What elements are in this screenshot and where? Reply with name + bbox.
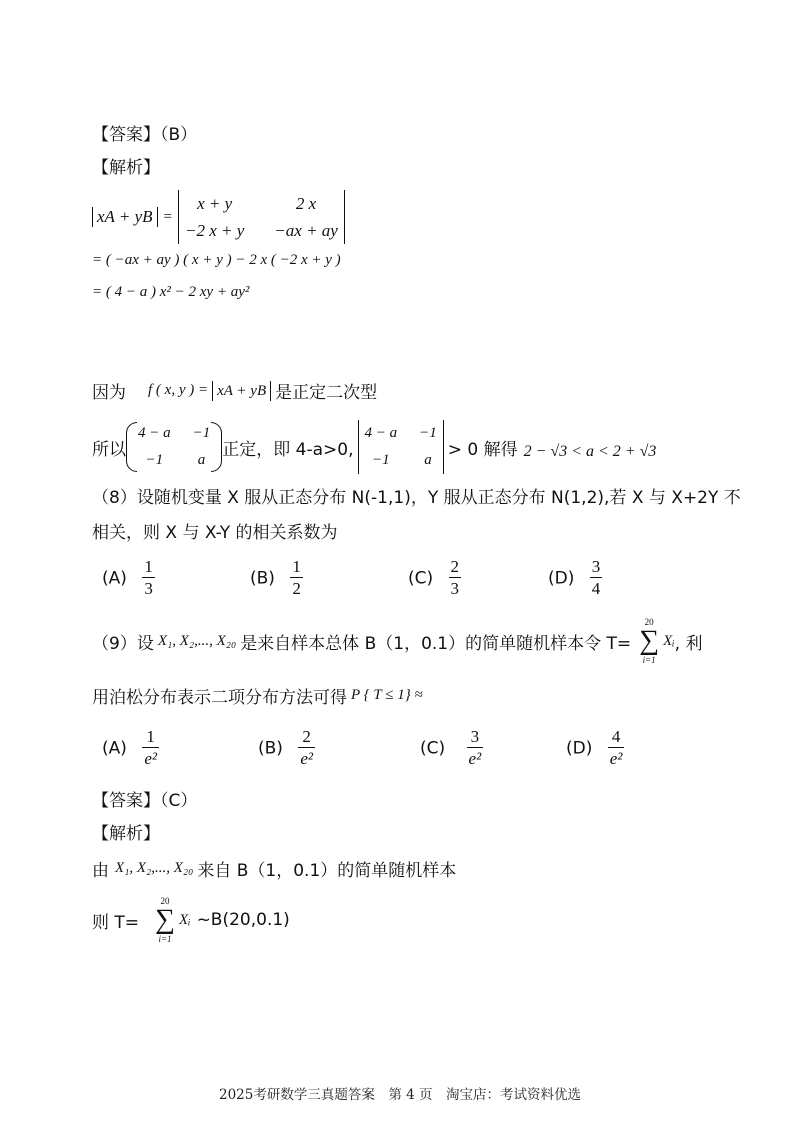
matrix-entry-11: 4 − a: [138, 425, 171, 441]
determinant-equation: xA + yB = x + y 2 x −2 x + y −ax + ay: [92, 190, 345, 244]
by-vars: X₁, X₂,..., X₂₀: [115, 860, 194, 876]
answer-value: （C）: [160, 791, 198, 811]
det-entry-22: −ax + ay: [274, 221, 338, 240]
det-entry-11: x + y: [197, 194, 233, 213]
answer-label: 【答案】: [92, 125, 160, 145]
by-line: [92, 856, 456, 881]
q9-option-b[interactable]: (B) $\frac{2}{\text{e²}}$: [258, 727, 313, 768]
answer-heading-1: [92, 120, 197, 145]
sigma-symbol: ∑: [639, 625, 660, 656]
expand-line-2: = ( 4 − a ) x² − 2 xy + ay²: [92, 284, 250, 300]
det-entry-21: −2 x + y: [185, 221, 245, 240]
q9-sum-term: Xᵢ: [663, 632, 675, 649]
q9-option-a[interactable]: (A) $\frac{1}{\text{e²}}$: [102, 727, 157, 768]
answer-label: 【答案】: [92, 791, 160, 811]
so-result: 2 − √3 < a < 2 + √3: [523, 443, 657, 460]
q9-options: [92, 727, 732, 773]
q8-options: [92, 557, 712, 603]
det-matrix: [178, 190, 345, 244]
so-line: [92, 420, 656, 474]
because-prefix: 因为: [92, 383, 126, 403]
q9-prefix: （9）设: [92, 633, 154, 654]
by-prefix: 由: [92, 861, 109, 881]
q9-middle: 是来自样本总体 B（1，0.1）的简单随机样本令 T=: [240, 633, 632, 654]
because-suffix: 是正定二次型: [275, 383, 378, 403]
q9-vars: X₁, X₂,..., X₂₀: [157, 632, 237, 649]
q8-option-c[interactable]: (C) $\frac{2}{3}$: [408, 557, 460, 598]
q9-line-2: 用泊松分布表示二项分布方法可得 P { T ≤ 1} ≈: [92, 687, 423, 708]
q9-prob: P { T ≤ 1} ≈: [351, 687, 423, 703]
matrix-entry-12: −1: [192, 425, 211, 441]
q8-line-1: （8）设随机变量 X 服从正态分布 N(-1,1)，Y 服从正态分布 N(1,2),若 X 与 X+2Y 不: [92, 488, 741, 508]
by-suffix: 来自 B（1，0.1）的简单随机样本: [197, 861, 457, 881]
expand-line-1: = ( −ax + ay ) ( x + y ) − 2 x ( −2 x + y ): [92, 252, 341, 268]
analysis-heading-1: 【解析】: [92, 158, 160, 178]
answer-heading-2: [92, 786, 197, 811]
q9-summation: 20 ∑ i=1: [639, 617, 660, 665]
because-det: xA + yB: [212, 381, 271, 401]
q8-option-b[interactable]: (B) $\frac{1}{2}$: [250, 557, 301, 598]
det-lhs-abs: xA + yB: [92, 207, 158, 227]
so-det-entry-12: −1: [419, 425, 437, 441]
matrix-entry-22: a: [197, 452, 206, 468]
q9-suffix: , 利: [674, 633, 703, 654]
q8-option-a[interactable]: (A) $\frac{1}{3}$: [102, 557, 153, 598]
then-summation: 20 ∑ i=1: [155, 896, 176, 944]
q9-line-1: [92, 617, 702, 665]
det-entry-12: 2 x: [295, 194, 317, 213]
then-prefix: 则 T=: [92, 912, 140, 933]
quadratic-matrix: [126, 420, 222, 474]
q8-line-2: 相关，则 X 与 X-Y 的相关系数为: [92, 523, 338, 543]
analysis-heading-2: 【解析】: [92, 824, 160, 844]
because-func: f ( x, y ) =: [148, 382, 209, 398]
sigma-symbol: ∑: [155, 904, 176, 935]
matrix-entry-21: −1: [145, 452, 164, 468]
q9-option-d[interactable]: (D) $\frac{4}{\text{e²}}$: [566, 727, 623, 768]
q9-option-c[interactable]: (C) $\frac{3}{\text{e²}}$: [420, 727, 482, 768]
so-after-det: > 0 解得: [447, 439, 518, 460]
so-prefix: 所以: [92, 439, 126, 460]
so-middle: 正定，即 4-a>0,: [222, 439, 354, 460]
so-det-entry-22: a: [424, 452, 432, 468]
because-line: [92, 378, 377, 403]
so-det-entry-21: −1: [372, 452, 390, 468]
so-det: [358, 420, 444, 474]
then-sum-term: Xᵢ: [179, 911, 191, 928]
then-suffix: ~B(20,0.1): [196, 910, 290, 930]
so-det-entry-11: 4 − a: [364, 425, 398, 441]
page-footer: 2025考研数学三真题答案 第 4 页 淘宝店：考试资料优选: [218, 1087, 582, 1103]
q8-option-d[interactable]: (D) $\frac{3}{4}$: [548, 557, 601, 598]
answer-value: （B）: [160, 125, 198, 145]
then-line: [92, 896, 290, 944]
